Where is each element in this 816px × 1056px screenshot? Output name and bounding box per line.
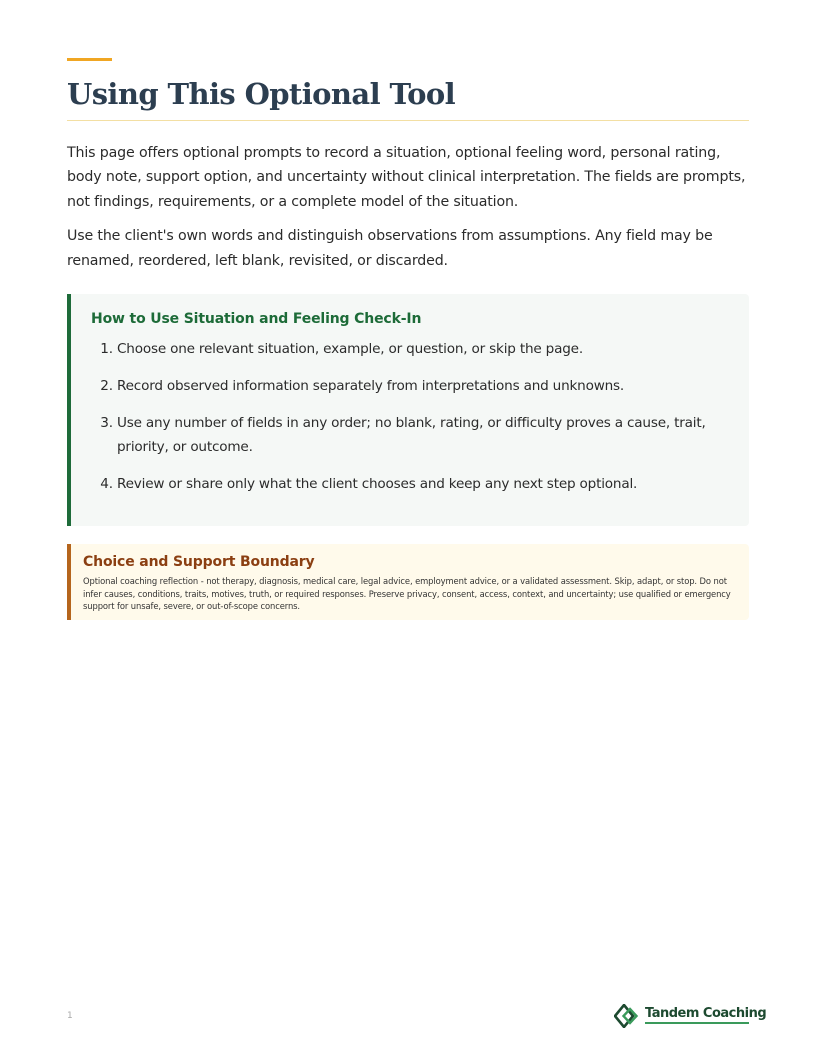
boundary-title: Choice and Support Boundary xyxy=(83,554,315,570)
brand-name: Tandem Coaching xyxy=(645,1006,767,1021)
support-boundary-callout xyxy=(67,544,749,620)
boundary-text: Optional coaching reflection - not therapy, diagnosis, medical care, legal advice, employment advice, or a validated assessment. Skip, adapt, or stop. Do not infer causes, conditions, traits, motives, truth, or required responses. Preserve privacy, consent, access, context, and uncertainty; use qualified or emergency support for unsafe, severe, or out-of-scope concerns. xyxy=(83,576,731,611)
brand-underline xyxy=(645,1022,749,1024)
list-item: 2. Record observed information separately from interpretations and unknowns. xyxy=(117,374,717,398)
intro-paragraph: Use the client's own words and distinguish observations from assumptions. Any field may be renamed, reordered, left blank, revisited, or discarded. xyxy=(67,228,713,269)
how-to-title: How to Use Situation and Feeling Check-In xyxy=(91,311,422,327)
how-to-steps-list xyxy=(113,337,717,509)
intro-section xyxy=(67,141,757,283)
brand-logo xyxy=(614,1004,767,1028)
page-title: Using This Optional Tool xyxy=(67,77,456,111)
list-item: 3. Use any number of fields in any order; no blank, rating, or difficulty proves a cause, trait, priority, or outcome. xyxy=(117,411,717,459)
page-number: 1 xyxy=(67,1011,73,1021)
intro-paragraph: This page offers optional prompts to record a situation, optional feeling word, personal rating, body note, support option, and uncertainty without clinical interpretation. The fields are prompts, not findings, requirements, or a complete model of the situation. xyxy=(67,145,746,210)
list-item: 4. Review or share only what the client chooses and keep any next step optional. xyxy=(117,472,717,496)
title-accent-bar xyxy=(67,58,112,61)
list-item: 1. Choose one relevant situation, example, or question, or skip the page. xyxy=(117,337,717,361)
interlocking-diamond-logo-icon xyxy=(614,1004,640,1028)
title-divider xyxy=(67,120,749,121)
how-to-callout xyxy=(67,294,749,526)
